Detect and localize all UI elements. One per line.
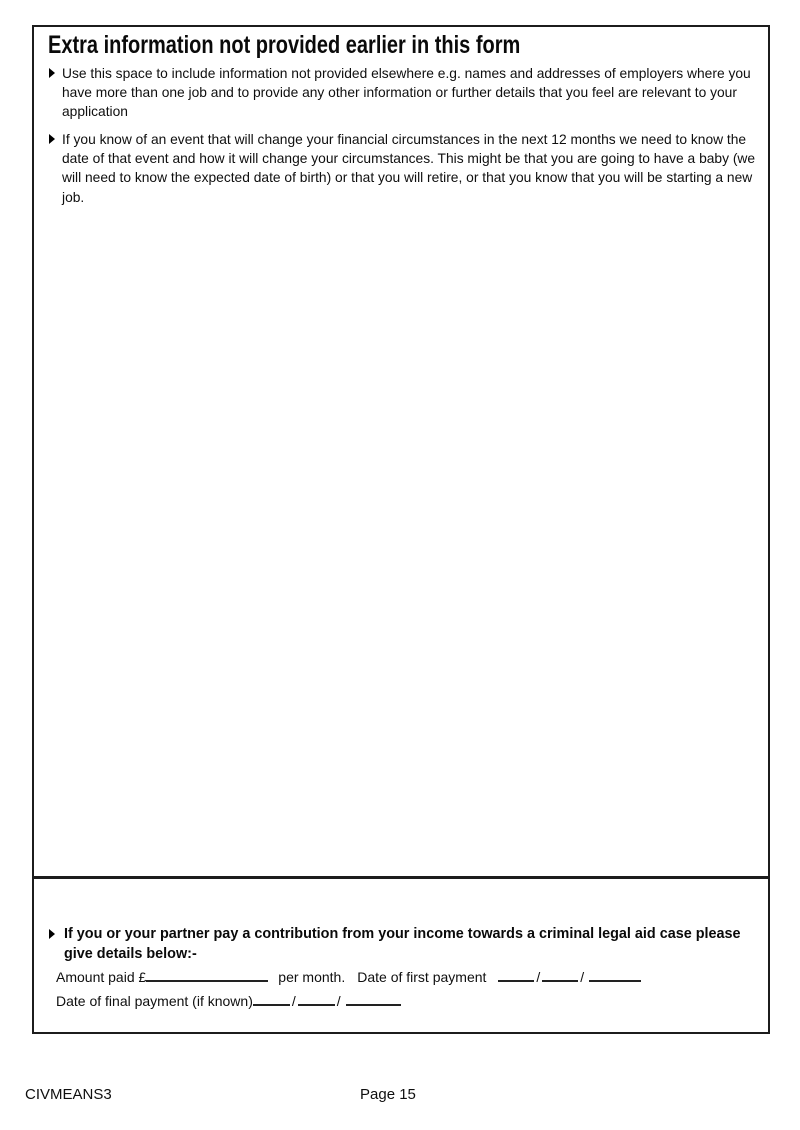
bullet-item-future-event bbox=[34, 130, 759, 207]
bullet-text: If you know of an event that will change your financial circumstances in the next 12 months we need to know the date of that event and how it will change your circumstances. This might be that you are going to have a baby (we will need to know the expected date of birth) or that you will retire, or that you know that you will be starting a new job. bbox=[62, 132, 756, 205]
bullet-item-extra-space bbox=[34, 64, 759, 122]
date-separator: / bbox=[536, 969, 541, 985]
bullet-text: Use this space to include information not provided elsewhere e.g. names and addresses of employers where you have more than one job and to provide any other information or further details that you feel are relevant to your application bbox=[62, 66, 751, 120]
final-payment-label: Date of final payment (if known) bbox=[56, 993, 253, 1009]
final-payment-month-field[interactable] bbox=[298, 991, 335, 1006]
contribution-section bbox=[32, 877, 770, 1034]
final-payment-line bbox=[56, 991, 401, 1010]
amount-paid-label: Amount paid £ bbox=[56, 969, 147, 985]
extra-info-section bbox=[32, 25, 770, 878]
contribution-heading-text: If you or your partner pay a contribution from your income towards a criminal legal aid case please give details below:- bbox=[64, 926, 741, 962]
final-payment-day-field[interactable] bbox=[253, 991, 290, 1006]
date-separator: / bbox=[580, 969, 585, 985]
first-payment-year-field[interactable] bbox=[589, 967, 641, 982]
page-number: Page 15 bbox=[360, 1086, 416, 1103]
amount-paid-field[interactable] bbox=[146, 967, 268, 982]
per-month-label: per month. bbox=[278, 969, 346, 985]
contribution-heading bbox=[34, 924, 764, 964]
section-title: Extra information not provided earlier in this form bbox=[48, 31, 521, 59]
bullet-arrow-icon bbox=[49, 68, 55, 78]
bullet-arrow-icon bbox=[49, 929, 55, 939]
date-separator: / bbox=[336, 993, 341, 1009]
final-payment-year-field[interactable] bbox=[346, 991, 401, 1006]
first-payment-month-field[interactable] bbox=[542, 967, 578, 982]
first-payment-label: Date of first payment bbox=[357, 969, 487, 985]
amount-paid-line bbox=[56, 967, 641, 986]
date-separator: / bbox=[291, 993, 296, 1009]
bullet-arrow-icon bbox=[49, 134, 55, 144]
extra-info-writing-area[interactable] bbox=[40, 227, 762, 870]
form-code: CIVMEANS3 bbox=[25, 1086, 112, 1103]
first-payment-day-field[interactable] bbox=[498, 967, 534, 982]
